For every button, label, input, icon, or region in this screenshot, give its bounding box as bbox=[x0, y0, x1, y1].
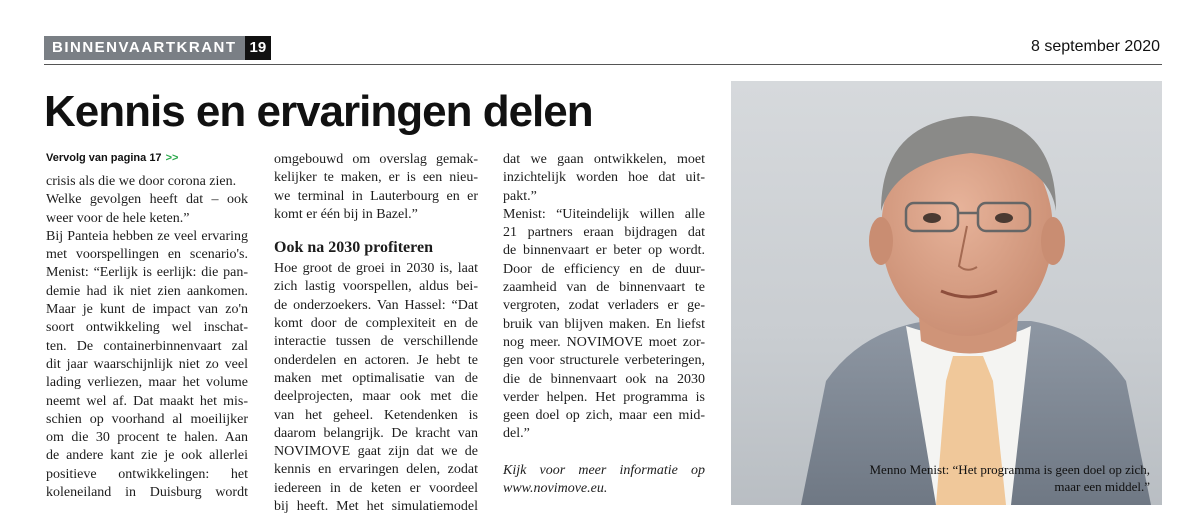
right-ear bbox=[1041, 217, 1065, 265]
continue-arrow-icon: >> bbox=[165, 152, 179, 164]
text-line: koleneiland in Duisburg wordt bbox=[46, 485, 248, 501]
text-line: dat we gaan ontwikkelen, moet bbox=[503, 152, 705, 167]
text-line: de onderzoekers. Van Hassel: “Dat bbox=[274, 297, 478, 313]
text-line: neemt wel af. Dat maakt het mis- bbox=[46, 393, 248, 409]
text-line: bruik van blijven maken. En liefst bbox=[503, 316, 705, 332]
text-line: lading verliezen, maar het volume bbox=[46, 375, 248, 391]
text-line: weer voor de hele keten.” bbox=[46, 210, 190, 226]
text-line: pakt.” bbox=[503, 188, 537, 204]
photo-caption bbox=[869, 461, 1150, 495]
text-line: de binnenvaart er beter op wordt. bbox=[503, 243, 705, 259]
text-line: de andere kant zie je ook allerlei bbox=[46, 448, 248, 464]
text-line: vergroten, zodat verladers er ge- bbox=[503, 298, 705, 314]
text-line: Menist: “Eerlijk is eerlijk: die pan- bbox=[46, 265, 248, 281]
right-eye bbox=[995, 213, 1013, 223]
article-column-3 bbox=[503, 151, 705, 498]
article-column-2 bbox=[274, 151, 478, 516]
more-info-link[interactable]: www.novimove.eu. bbox=[503, 481, 608, 497]
text-line: komt er één bij in Bazel.” bbox=[274, 206, 418, 222]
text-line: Welke gevolgen heeft dat – ook bbox=[46, 192, 248, 208]
header-rule bbox=[44, 64, 1162, 65]
text-line: maken met optimalisatie van de bbox=[274, 370, 478, 386]
article-headline: Kennis en ervaringen delen bbox=[44, 87, 593, 136]
text-line: met voorspellingen en scenario's. bbox=[46, 247, 248, 263]
text-line: gen voor structurele verbeteringen, bbox=[503, 353, 705, 369]
text-line: daarom belangrijk. De kracht van bbox=[274, 425, 478, 441]
page-number: 19 bbox=[245, 36, 272, 60]
text-line: demie had ik niet zien aankomen. bbox=[46, 283, 248, 299]
text-line: onderdelen en actoren. Je hebt te bbox=[274, 352, 478, 368]
masthead bbox=[44, 36, 271, 60]
text-line: nog meer. NOVIMOVE moet zor- bbox=[503, 334, 705, 350]
issue-date: 8 september 2020 bbox=[1031, 38, 1160, 55]
continued-from bbox=[46, 152, 178, 164]
text-line: Door de efficiency en de duur- bbox=[503, 261, 705, 277]
text-line: positieve ontwikkelingen: het bbox=[46, 466, 248, 482]
text-line: interactie tussen de verschillende bbox=[274, 334, 478, 350]
text-line: schien op voorhand al moeilijker bbox=[46, 411, 248, 427]
text-line: ten. De containerbinnenvaart zal bbox=[46, 338, 248, 354]
text-line: 21 partners eraan bijdragen dat bbox=[503, 225, 705, 241]
text-line: crisis als die we door corona zien. bbox=[46, 174, 237, 189]
text-line: soort ontwikkeling wel inschat- bbox=[46, 320, 248, 336]
text-line: kennis en ervaringen delen, zodat bbox=[274, 462, 478, 478]
portrait-illustration bbox=[731, 81, 1162, 505]
left-ear bbox=[869, 217, 893, 265]
text-line: deelprojecten, maar ook met die bbox=[274, 389, 478, 405]
text-line: zaamheid van de binnenvaart te bbox=[503, 280, 705, 296]
text-line: we terminal in Lauterbourg en er bbox=[274, 188, 478, 204]
article-column-1 bbox=[46, 173, 248, 502]
caption-line: Menno Menist: “Het programma is geen doel op zich, bbox=[869, 462, 1150, 477]
text-line: Maar je kunt de impact van zo'n bbox=[46, 302, 248, 318]
text-line: bij heeft. Met het simulatiemodel bbox=[274, 499, 478, 515]
text-line: verder helpen. Het programma is bbox=[503, 389, 705, 405]
text-line: van het geheel. Ketendenken is bbox=[274, 407, 478, 423]
text-line: zich lastig voorspellen, aldus bei- bbox=[274, 279, 478, 295]
text-line: inzichtelijk worden hoe dat uit- bbox=[503, 170, 705, 186]
caption-line: maar een middel.” bbox=[1054, 479, 1150, 494]
text-line: omgebouwd om overslag gemak- bbox=[274, 152, 478, 167]
text-line: dit jaar waarschijnlijk niet zo veel bbox=[46, 356, 248, 372]
more-info-text: Kijk voor meer informatie op bbox=[503, 462, 705, 478]
publication-name: BINNENVAARTKRANT bbox=[44, 36, 245, 60]
text-line: komt door de complexiteit en de bbox=[274, 316, 478, 332]
text-line: die de binnenvaart ook na 2030 bbox=[503, 371, 705, 387]
continued-label: Vervolg van pagina 17 bbox=[46, 152, 162, 164]
text-line: iedereen in de keten er voordeel bbox=[274, 480, 478, 496]
text-line: NOVIMOVE gaat zijn dat we de bbox=[274, 444, 478, 460]
text-line: del.” bbox=[503, 426, 530, 442]
text-line: Bij Panteia hebben ze veel ervaring bbox=[46, 228, 248, 244]
text-line: geen doel op zich, maar een mid- bbox=[503, 408, 705, 424]
left-eye bbox=[923, 213, 941, 223]
text-line: om die 30 procent te halen. Aan bbox=[46, 430, 248, 446]
article-subhead: Ook na 2030 profiteren bbox=[274, 239, 433, 257]
portrait-photo bbox=[731, 81, 1162, 505]
text-line: kelijker te maken, er is een nieu- bbox=[274, 170, 478, 186]
text-line: Hoe groot de groei in 2030 is, laat bbox=[274, 261, 478, 277]
text-line: Menist: “Uiteindelijk willen alle bbox=[503, 206, 705, 222]
